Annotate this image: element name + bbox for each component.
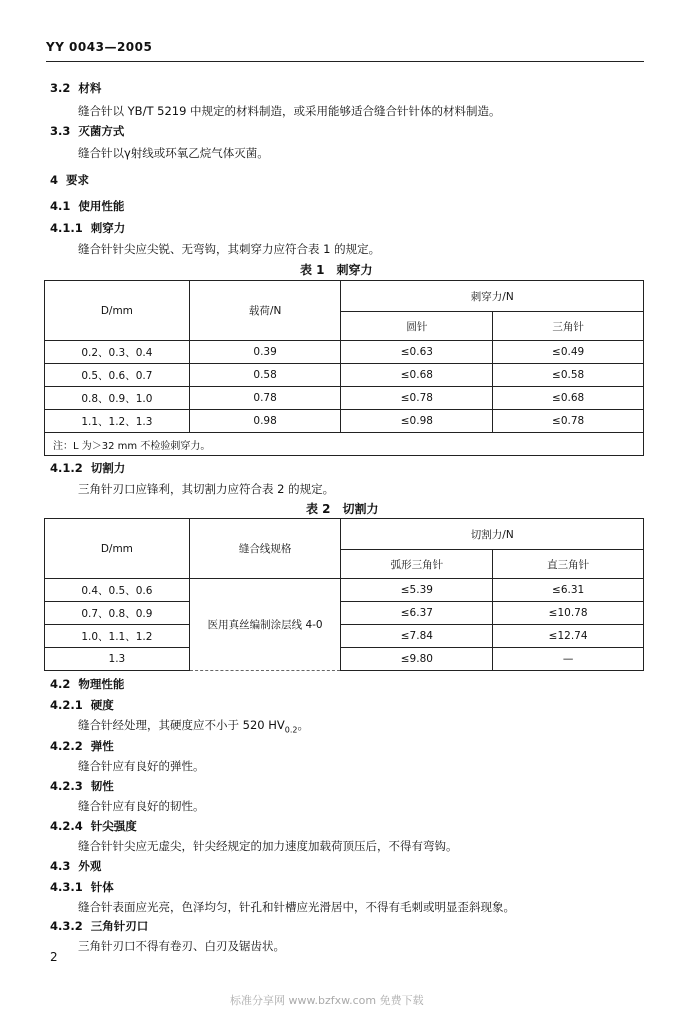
cell-round: ≤0.68 (341, 364, 493, 387)
section-4-2-2-text: 缝合针应有良好的弹性。 (78, 759, 205, 773)
section-title: 使用性能 (78, 199, 125, 213)
cell-curved: ≤9.80 (341, 648, 493, 671)
section-4-2-3-heading (50, 778, 114, 794)
table-row (45, 648, 644, 671)
cell-straight: ≤6.31 (493, 579, 644, 602)
table-header-load: 载荷/N (189, 281, 341, 341)
table-header-curved: 弧形三角针 (341, 550, 493, 579)
section-title: 针体 (90, 880, 114, 894)
footer-watermark: 标准分享网 www.bzfxw.com 免费下载 (230, 994, 424, 1007)
section-number: 3.3 (50, 124, 71, 138)
cell-tri: ≤0.49 (493, 341, 644, 364)
section-number: 4.2 (50, 677, 71, 691)
section-4-3-heading (50, 858, 101, 874)
section-4-2-heading (50, 676, 124, 692)
table-row (45, 410, 644, 433)
section-4-2-4-text: 缝合针针尖应无虚尖，针尖经规定的加力速度加载荷顶压后，不得有弯钩。 (78, 839, 458, 853)
cell-load: 0.39 (189, 341, 341, 364)
table-header-d: D/mm (45, 519, 190, 579)
section-title: 韧性 (90, 779, 114, 793)
cell-round: ≤0.98 (341, 410, 493, 433)
section-3-2-text: 缝合针以 YB/T 5219 中规定的材料制造，或采用能够适合缝合针针体的材料制造。 (78, 104, 501, 118)
cell-d: 1.1、1.2、1.3 (45, 410, 190, 433)
table-header-suture: 缝合线规格 (189, 519, 341, 579)
section-4-2-4-heading (50, 818, 137, 834)
table-1 (44, 280, 644, 456)
table-row (45, 625, 644, 648)
document-number: YY 0043—2005 (46, 40, 153, 54)
cell-curved: ≤5.39 (341, 579, 493, 602)
header-rule (46, 61, 644, 62)
section-4-3-1-heading (50, 879, 114, 895)
section-4-2-2-heading (50, 738, 114, 754)
table-2 (44, 518, 644, 671)
table-row (45, 387, 644, 410)
cell-straight: — (493, 648, 644, 671)
section-title: 三角针刃口 (90, 919, 149, 933)
table-row (45, 602, 644, 625)
table-header-tri: 三角针 (493, 312, 644, 341)
section-number: 3.2 (50, 81, 71, 95)
cell-load: 0.98 (189, 410, 341, 433)
cell-d: 0.7、0.8、0.9 (45, 602, 190, 625)
table-row (45, 341, 644, 364)
section-title: 灭菌方式 (78, 124, 125, 138)
section-number: 4.3 (50, 859, 71, 873)
table-header-force: 刺穿力/N (341, 281, 644, 312)
section-title: 切割力 (90, 461, 126, 475)
section-4-heading (50, 172, 89, 188)
cell-d: 0.5、0.6、0.7 (45, 364, 190, 387)
section-title: 要求 (66, 173, 90, 187)
cell-straight: ≤10.78 (493, 602, 644, 625)
cell-d: 0.4、0.5、0.6 (45, 579, 190, 602)
cell-suture: 医用真丝编制涂层线 4-0 (189, 579, 341, 671)
section-4-3-1-text: 缝合针表面应光亮，色泽均匀，针孔和针槽应光滑居中，不得有毛刺或明显歪斜现象。 (78, 900, 515, 914)
cell-d: 0.8、0.9、1.0 (45, 387, 190, 410)
section-4-2-1-text (78, 717, 309, 734)
section-4-3-2-text: 三角针刃口不得有卷刃、白刃及锯齿状。 (78, 939, 285, 953)
section-3-3-text: 缝合针以γ射线或环氧乙烷气体灭菌。 (78, 146, 269, 160)
cell-load: 0.58 (189, 364, 341, 387)
section-title: 刺穿力 (90, 221, 126, 235)
section-number: 4.3.1 (50, 880, 83, 894)
table-header-force: 切割力/N (341, 519, 644, 550)
section-4-2-1-heading (50, 697, 114, 713)
cell-curved: ≤6.37 (341, 602, 493, 625)
cell-d: 1.0、1.1、1.2 (45, 625, 190, 648)
section-number: 4.2.3 (50, 779, 83, 793)
cell-tri: ≤0.78 (493, 410, 644, 433)
cell-d: 0.2、0.3、0.4 (45, 341, 190, 364)
section-title: 弹性 (90, 739, 114, 753)
cell-round: ≤0.78 (341, 387, 493, 410)
table-1-note: 注：L 为＞32 mm 不检验刺穿力。 (45, 433, 644, 456)
section-4-1-1-text: 缝合针针尖应尖锐、无弯钩，其刺穿力应符合表 1 的规定。 (78, 242, 381, 256)
table-header-round: 圆针 (341, 312, 493, 341)
section-4-1-2-heading (50, 460, 125, 476)
section-title: 硬度 (90, 698, 114, 712)
cell-round: ≤0.63 (341, 341, 493, 364)
section-number: 4.2.4 (50, 819, 83, 833)
cell-load: 0.78 (189, 387, 341, 410)
section-3-3-heading (50, 123, 124, 139)
section-number: 4.1.2 (50, 461, 83, 475)
section-4-1-heading (50, 198, 124, 214)
section-number: 4 (50, 173, 59, 187)
cell-tri: ≤0.68 (493, 387, 644, 410)
section-4-2-3-text: 缝合针应有良好的韧性。 (78, 799, 205, 813)
section-title: 外观 (78, 859, 102, 873)
section-title: 物理性能 (78, 677, 125, 691)
section-number: 4.1.1 (50, 221, 83, 235)
section-number: 4.1 (50, 199, 71, 213)
section-number: 4.3.2 (50, 919, 83, 933)
section-title: 材料 (78, 81, 102, 95)
section-number: 4.2.1 (50, 698, 83, 712)
cell-straight: ≤12.74 (493, 625, 644, 648)
hardness-text: 缝合针经处理，其硬度应不小于 520 HV (78, 718, 285, 732)
cell-d: 1.3 (45, 648, 190, 671)
section-title: 针尖强度 (90, 819, 137, 833)
table-row (45, 579, 644, 602)
hardness-subscript: 0.2 (284, 725, 298, 735)
section-4-3-2-heading (50, 918, 148, 934)
table-1-caption: 表 1 刺穿力 (300, 263, 373, 277)
table-header-d: D/mm (45, 281, 190, 341)
section-4-1-1-heading (50, 220, 125, 236)
section-number: 4.2.2 (50, 739, 83, 753)
table-2-caption: 表 2 切割力 (306, 502, 379, 516)
section-3-2-heading (50, 80, 101, 96)
table-row (45, 364, 644, 387)
cell-tri: ≤0.58 (493, 364, 644, 387)
cell-curved: ≤7.84 (341, 625, 493, 648)
page-number: 2 (50, 950, 58, 964)
table-header-straight: 直三角针 (493, 550, 644, 579)
section-4-1-2-text: 三角针刃口应锋利，其切割力应符合表 2 的规定。 (78, 482, 335, 496)
hardness-text-end: 。 (297, 718, 310, 732)
